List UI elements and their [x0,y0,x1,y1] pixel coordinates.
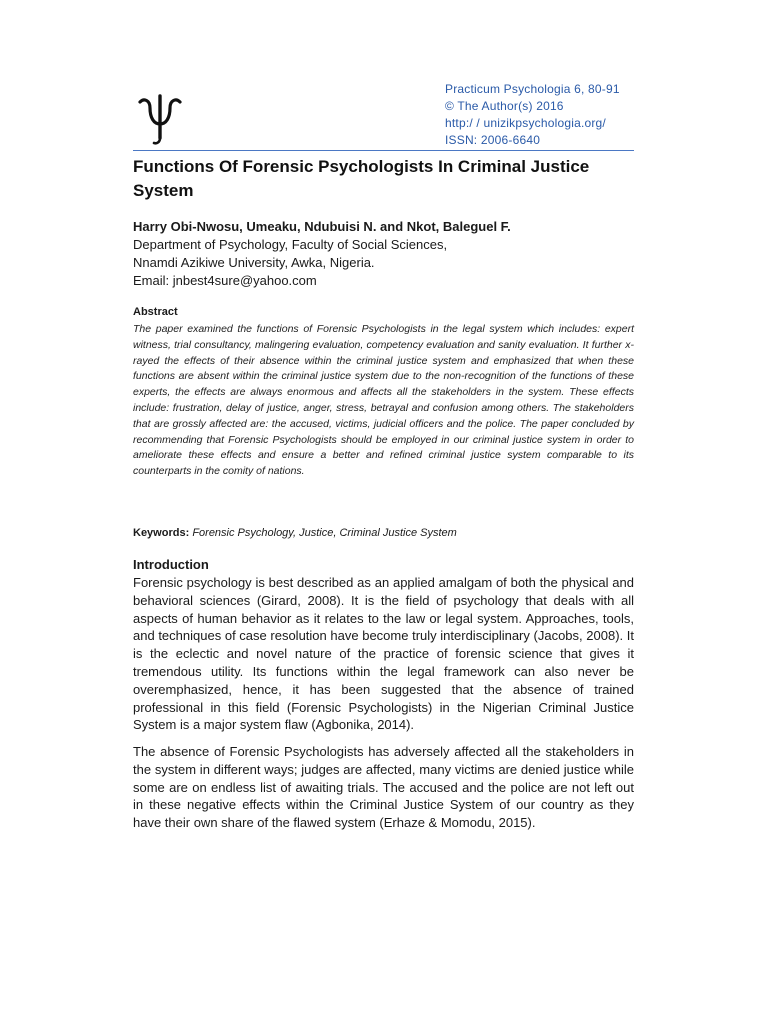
affiliation [133,236,633,290]
affiliation-email[interactable]: Email: jnbest4sure@yahoo.com [133,273,317,288]
journal-copyright: © The Author(s) 2016 [445,99,564,113]
affiliation-department: Department of Psychology, Faculty of Social Sciences, [133,237,448,252]
journal-url-link[interactable]: http:/ / unizikpsychologia.org/ [445,116,606,130]
keywords-text: Forensic Psychology, Justice, Criminal Justice System [192,527,457,539]
header-divider [133,150,634,151]
journal-citation: Practicum Psychologia 6, 80-91 [445,82,620,96]
affiliation-university: Nnamdi Azikiwe University, Awka, Nigeria. [133,255,375,270]
keywords-label: Keywords: [133,527,190,539]
abstract-text: The paper examined the functions of Forensic Psychologists in the legal system which includes: expert witness, trial consultancy, malingering evaluation, competency evaluation and sanity evaluation. It further x- rayed the effects of their absence within the criminal justice system and emphasized that when these functions are absent within the criminal justice system due to the non-recognition of the functions of these experts, the effects are always enormous and affects all the stakeholders in the system. These effects include: frustration, delay of justice, anger, stress, betrayal and confusion among others. The stakeholders that are grossly affected are: the accused, victims, judicial officers and the police. The paper concluded by recommending that Forensic Psychologists should be employed in our criminal justice system in order to ameliorate these effects and ensure a better and refined criminal justice system comparable to its counterparts in the comity of nations. [133,323,634,478]
paper-title: Functions Of Forensic Psychologists In Criminal Justice System [133,157,590,200]
journal-info [445,81,645,149]
keywords [133,526,634,540]
introduction-paragraph: The absence of Forensic Psychologists has adversely affected all the stakeholders in the system in different ways; judges are affected, many victims are denied justice while some are on endless list of awaiting trials. The accused and the police are not left out in these negative effects within the Criminal Justice System of our country as they have their own share of the flawed system (Erhaze & Momodu, 2015). [133,744,634,831]
abstract-heading: Abstract [133,306,178,318]
introduction-paragraph: Forensic psychology is best described as an applied amalgam of both the physical and behavioral sciences (Girard, 2008). It is the field of psychology that deals with all aspects of human behavior as it relates to the law or legal system. Approaches, tools, and techniques of case resolution have become truly interdisciplinary (Jacobs, 2008). It is the eclectic and novel nature of the practice of forensic science that gives it tremendous utility. Its functions within the legal framework can also never be overemphasized, hence, it has been suggested that the absence of trained professional in this field (Forensic Psychologists) in the Nigerian Criminal Justice System is a major system flaw (Agbonika, 2014). [133,575,634,733]
psi-logo-icon [136,94,184,146]
journal-issn: ISSN: 2006-6640 [445,133,541,147]
authors: Harry Obi-Nwosu, Umeaku, Ndubuisi N. and Nkot, Baleguel F. [133,219,511,234]
introduction-heading: Introduction [133,557,209,572]
